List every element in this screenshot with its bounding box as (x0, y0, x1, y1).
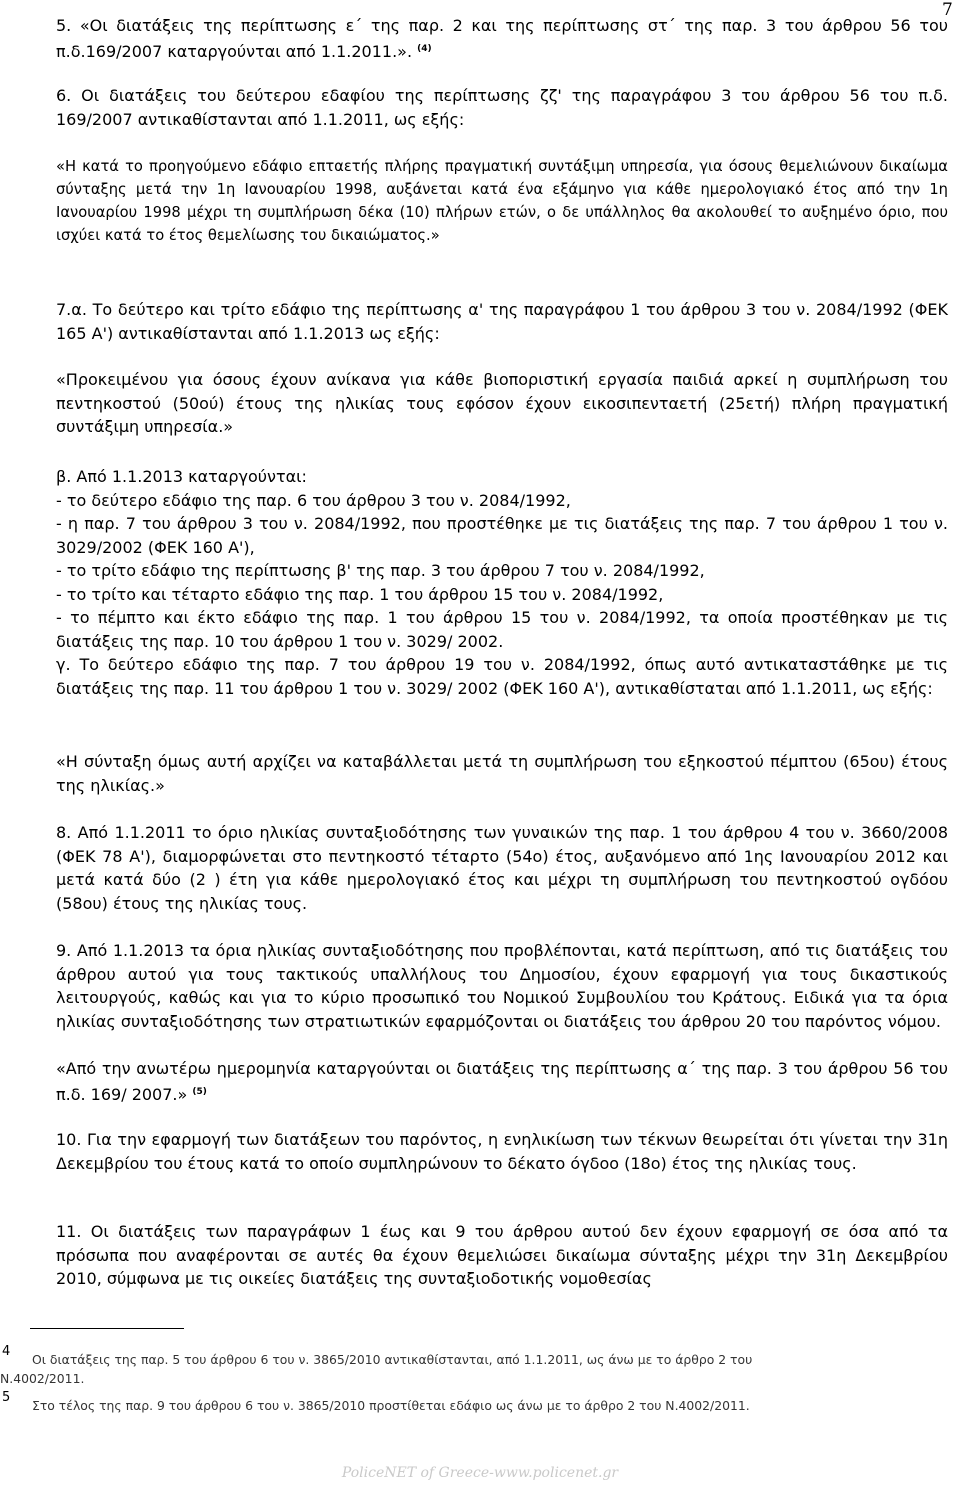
paragraph-8: 8. Από 1.1.2011 το όριο ηλικίας συνταξιοδότησης των γυναικών της παρ. 1 του άρθρου 4 του ν. 3660/2008 (ΦΕΚ 78 Α'), διαμορφώνεται στο πεντηκοστό τέταρτο (54ο) έτος, αυξανόμενο από 1ης Ιανουαρίου 2012 και μετά κατά δύο (2 ) έτη για κάθε ημερολογιακό έτος και μέχρι τη συμπλήρωση του πεντηκοστού ογδόου (58ου) έτους της ηλικίας τους. (56, 823, 948, 913)
list-line: - το δεύτερο εδάφιο της παρ. 6 του άρθρου 3 του ν. 2084/1992, (56, 490, 571, 510)
paragraph-5 (56, 14, 948, 63)
footnote-separator (30, 1328, 184, 1329)
footnote-mark: 5 (2, 1390, 11, 1405)
list-line: - το τρίτο εδάφιο της περίπτωσης β' της παρ. 3 του άρθρου 7 του ν. 2084/1992, (56, 561, 705, 580)
paragraph-11: 11. Οι διατάξεις των παραγράφων 1 έως και 9 του άρθρου αυτού δεν έχουν εφαρμογή σε όσα από τα πρόσωπα που αναφέρονται σε αυτές θα έχουν θεμελιώσει δικαίωμα σύνταξης μέχρι την 31η Δεκεμβρίου 2010, σύμφωνα με τις οικείες διατάξεις της συνταξιοδοτικής νομοθεσίας (56, 1222, 948, 1288)
footnote-4 (0, 1344, 948, 1388)
list-line: - το πέμπτο και έκτο εδάφιο της παρ. 1 του άρθρου 15 του ν. 2084/1992, τα οποία προστέθηκαν με τις διατάξεις της παρ. 10 του άρθρου 1 του ν. 3029/ 2002. (56, 608, 948, 651)
footnote-5 (0, 1390, 948, 1415)
quote-paragraph-7c: «Η σύνταξη όμως αυτή αρχίζει να καταβάλλεται μετά τη συμπλήρωση του εξηκοστού πέμπτου (65ου) έτους της ηλικίας.» (56, 752, 948, 795)
paragraph-6: 6. Οι διατάξεις του δεύτερου εδαφίου της περίπτωσης ζζ' της παραγράφου 3 του άρθρου 56 του π.δ. 169/2007 αντικαθίστανται από 1.1.2011, ως εξής: (56, 86, 948, 129)
footnote-mark: 4 (2, 1344, 11, 1359)
footnote-text: Στο τέλος της παρ. 9 του άρθρου 6 του ν. 3865/2010 προστίθεται εδάφιο ως άνω με το άρθρο 2 του Ν.4002/2011. (32, 1398, 750, 1413)
page-number: 7 (942, 0, 953, 20)
footnote-ref-5: (5) (192, 1086, 207, 1097)
footnote-continuation: Ν.4002/2011. (0, 1371, 85, 1386)
paragraph-5-text: 5. «Οι διατάξεις της περίπτωσης ε΄ της παρ. 2 και της περίπτωσης στ΄ της παρ. 3 του άρθρου 56 του π.δ.169/2007 καταργούνται από 1.1.2011.». (56, 16, 948, 61)
list-line: γ. Το δεύτερο εδάφιο της παρ. 7 του άρθρου 19 του ν. 2084/1992, όπως αυτό αντικαταστάθηκε με τις διατάξεις της παρ. 11 του άρθρου 1 του ν. 3029/ 2002 (ΦΕΚ 160 Α'), αντικαθίσταται από 1.1.2011, ως εξής: (56, 655, 948, 698)
footer-watermark: PoliceNET of Greece-www.policenet.gr (341, 1465, 619, 1481)
paragraph-9: 9. Από 1.1.2013 τα όρια ηλικίας συνταξιοδότησης που προβλέπονται, κατά περίπτωση, από τις διατάξεις του άρθρου αυτού για τους τακτικούς υπαλλήλους του Δημοσίου, έχουν εφαρμογή για τους δικαστικούς λειτουργούς, καθώς και για το κύριο προσωπικό του Νομικού Συμβουλίου του Κράτους. Ειδικά για τα όρια ηλικίας συνταξιοδότησης των στρατιωτικών εφαρμόζονται οι διατάξεις του άρθρου 20 του παρόντος νόμου. (56, 941, 948, 1031)
list-line: - η παρ. 7 του άρθρου 3 του ν. 2084/1992, που προστέθηκε με τις διατάξεις της παρ. 7 του άρθρου 1 του ν. 3029/2002 (ΦΕΚ 160 Α'), (56, 514, 948, 557)
footnote-ref-4: (4) (417, 43, 432, 54)
quote-paragraph-7a: «Προκειμένου για όσους έχουν ανίκανα για κάθε βιοποριστική εργασία παιδιά αρκεί η συμπλήρωση του πεντηκοστού (50ού) έτους της ηλικίας τους εφόσον έχουν εικοσιπενταετή (25ετή) πλήρη πραγματική συντάξιμη υπηρεσία.» (56, 370, 948, 436)
paragraph-9-quote (56, 1057, 948, 1106)
paragraph-7b-7c (56, 465, 948, 700)
list-line: - το τρίτο και τέταρτο εδάφιο της παρ. 1 του άρθρου 15 του ν. 2084/1992, (56, 584, 664, 604)
list-line: β. Από 1.1.2013 καταργούνται: (56, 467, 307, 486)
quote-paragraph-6: «Η κατά το προηγούμενο εδάφιο επταετής πλήρης πραγματική συντάξιμη υπηρεσία, για όσους θεμελιώνουν δικαίωμα σύνταξης μετά την 1η Ιανουαρίου 1998, αυξάνεται κατά ένα εξάμηνο για κάθε ημερολογιακό έτος από την 1η Ιανουαρίου 1998 μέχρι τη συμπλήρωση δέκα (10) πλήρων ετών, ο δε υπάλληλος θα ακολουθεί το αυξημένο όριο, που ισχύει κατά το έτος θεμελίωσης του δικαιώματος.» (56, 158, 948, 244)
paragraph-9-quote-text: «Από την ανωτέρω ημερομηνία καταργούνται οι διατάξεις της περίπτωσης α΄ της παρ. 3 του άρθρου 56 του π.δ. 169/ 2007.» (56, 1059, 948, 1104)
paragraph-10: 10. Για την εφαρμογή των διατάξεων του παρόντος, η ενηλικίωση των τέκνων θεωρείται ότι γίνεται την 31η Δεκεμβρίου του έτους κατά το οποίο συμπληρώνουν το δέκατο όγδοο (18ο) έτος της ηλικίας τους. (56, 1130, 948, 1173)
paragraph-7a: 7.α. Το δεύτερο και τρίτο εδάφιο της περίπτωσης α' της παραγράφου 1 του άρθρου 3 του ν. 2084/1992 (ΦΕΚ 165 Α') αντικαθίστανται από 1.1.2013 ως εξής: (56, 300, 948, 343)
footnote-text: Οι διατάξεις της παρ. 5 του άρθρου 6 του ν. 3865/2010 αντικαθίστανται, από 1.1.2011, ως άνω με το άρθρο 2 του (32, 1352, 753, 1367)
